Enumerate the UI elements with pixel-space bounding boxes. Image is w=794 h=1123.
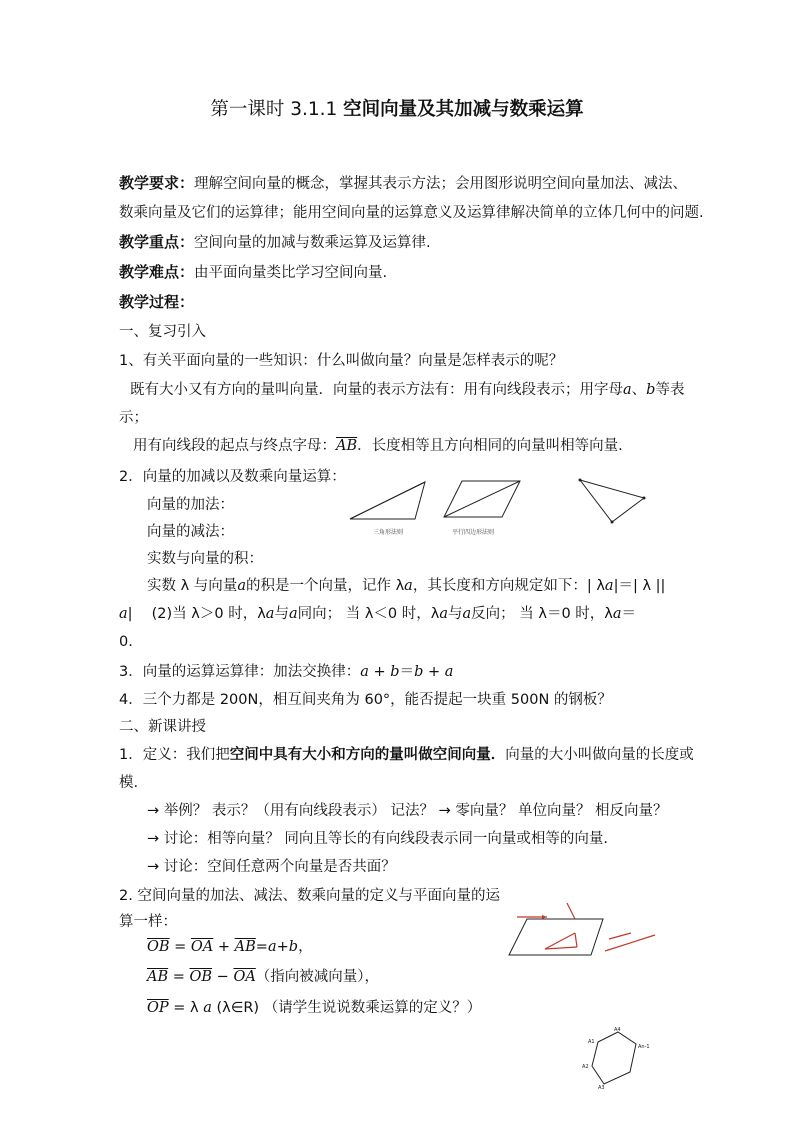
formula-scalar: $\overline{OP} = \lambda$ a (λ∈R) （请学生说说数乘运算的定义？） — [147, 1000, 482, 1016]
definition-1: 1．定义：我们把空间中具有大小和方向的量叫做空间向量．向量的大小叫做向量的长度或 — [119, 747, 694, 763]
space-vector-figure — [505, 895, 663, 963]
subtraction-figure — [574, 474, 650, 528]
point-2: 2. 空间向量的加法、减法、数乘向量的定义与平面向量的运 — [119, 888, 500, 904]
scalar-def-1: 实数 λ 与向量a的积是一个向量，记作 λa，其长度和方向规定如下：| λa|＝| λ || — [147, 578, 666, 594]
teaching-requirement-cont: 数乘向量及它们的运算律；能用空间向量的运算意义及运算律解决简单的立体几何中的问题. — [119, 205, 704, 221]
formula-sub: $\overline{AB} = \overline{OB} - \overline{OA}$（指向被减向量）， — [147, 969, 380, 985]
section-review: 一、复习引入 — [119, 324, 206, 340]
polygon-figure — [578, 1026, 658, 1090]
question-2: 2．向量的加减以及数乘向量运算： — [119, 469, 346, 485]
parallelogram-diagonal — [444, 481, 520, 517]
scalar-def-3: 0. — [119, 634, 133, 650]
parallelogram-rule-figure — [440, 476, 525, 538]
triangle-rule-figure — [345, 476, 437, 538]
question-1: 1、有关平面向量的一些知识：什么叫做向量？向量是怎样表示的呢？ — [119, 353, 564, 369]
vector-subtraction: 向量的减法： — [147, 524, 234, 540]
poly-label-5: An-1 — [638, 1044, 650, 1050]
page-title: 第一课时 3.1.1 空间向量及其加减与数乘运算 — [210, 99, 584, 120]
discussion-1: → 举例？ 表示？（用有向线段表示） 记法？ → 零向量？ 单位向量？ 相反向量？ — [147, 803, 668, 819]
answer-1a-cont: 示； — [119, 410, 148, 426]
answer-1a: 既有大小又有方向的量叫向量．向量的表示方法有：用有向线段表示；用字母a、b等表 — [130, 382, 685, 398]
scalar-product-head: 实数与向量的积： — [147, 551, 263, 567]
point-2-cont: 算一样： — [119, 914, 177, 930]
section-new-lesson: 二、新课讲授 — [119, 719, 206, 735]
question-3: 3．向量的运算运算律：加法交换律：a + b＝b + a — [119, 664, 454, 680]
triangle-sum-vector — [350, 482, 425, 519]
vector-addition: 向量的加法： — [147, 497, 234, 513]
discussion-2: → 讨论：相等向量？ 同向且等长的有向线段表示同一向量或相等的向量. — [147, 831, 608, 847]
poly-label-4: A4 — [614, 1027, 621, 1033]
poly-label-2: A2 — [582, 1064, 589, 1070]
teaching-requirement: 教学要求：理解空间向量的概念，掌握其表示方法；会用图形说明空间向量加法、减法、 — [119, 174, 688, 192]
scalar-def-2: a| (2)当 λ＞0 时，λa与a同向； 当 λ＜0 时，λa与a反向； 当 λ＝0 时，λa＝ — [119, 606, 637, 622]
poly-label-3: A3 — [598, 1085, 605, 1090]
parallelogram-rule-label: 平行四边形法则 — [452, 529, 495, 536]
discussion-3: → 讨论：空间任意两个向量是否共面？ — [147, 859, 396, 875]
poly-label-1: A1 — [588, 1039, 595, 1045]
subtraction-triangle — [580, 480, 644, 522]
teaching-key: 教学重点：空间向量的加减与数乘运算及运算律. — [119, 233, 431, 251]
formula-add: $\overline{OB} = \overline{OA} + \overline{AB}=a+b$， — [147, 939, 313, 955]
question-4: 4．三个力都是 200N，相互间夹角为 60°，能否提起一块重 500N 的钢板？ — [119, 692, 612, 708]
answer-1b: 用有向线段的起点与终点字母：$\overline{AB}$．长度相等且方向相同的向量叫相等向量. — [133, 438, 623, 454]
teaching-process: 教学过程： — [119, 293, 195, 311]
teaching-difficulty: 教学难点：由平面向量类比学习空间向量. — [119, 263, 388, 281]
plane-parallelogram — [509, 919, 603, 955]
definition-1-cont: 模. — [119, 775, 139, 791]
triangle-rule-label: 三角形法则 — [373, 529, 404, 536]
polygon-shape — [592, 1032, 636, 1084]
